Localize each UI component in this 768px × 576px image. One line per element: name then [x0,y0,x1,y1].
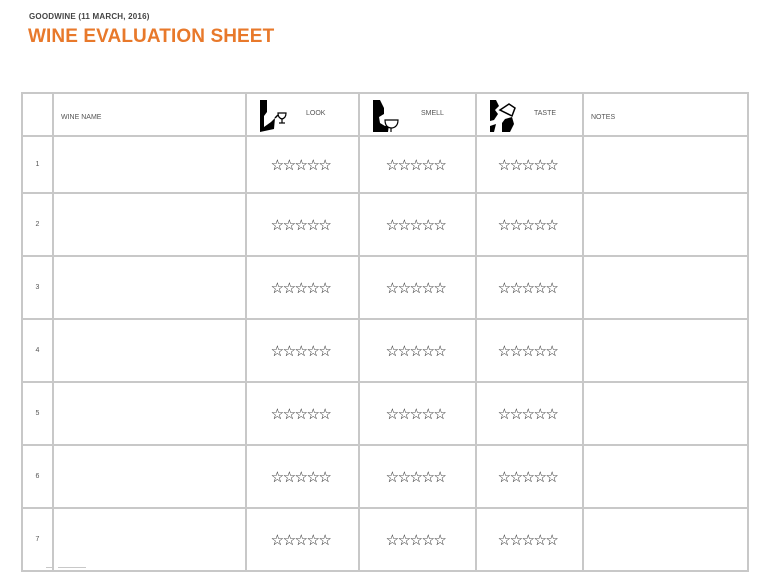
header-taste-label: TASTE [534,110,557,117]
row-number: 5 [22,382,53,445]
row-number: 7 [22,508,53,571]
wine-name-field[interactable] [53,508,246,571]
notes-field[interactable] [583,319,748,382]
smell-star-rating[interactable]: ☆☆☆☆☆ [359,193,476,256]
wine-name-field[interactable] [53,382,246,445]
taste-star-rating[interactable]: ☆☆☆☆☆ [476,193,583,256]
header-smell-label: SMELL [421,110,444,117]
notes-field[interactable] [583,382,748,445]
smell-star-rating[interactable]: ☆☆☆☆☆ [359,508,476,571]
document-subtitle: GOODWINE (11 MARCH, 2016) [29,12,150,21]
table-row [22,136,748,193]
row-number: 3 [22,256,53,319]
smell-star-rating[interactable]: ☆☆☆☆☆ [359,136,476,193]
taste-star-rating[interactable]: ☆☆☆☆☆ [476,445,583,508]
wine-glass-smell-icon [371,98,401,134]
smell-star-rating[interactable]: ☆☆☆☆☆ [359,319,476,382]
footer-divider [46,566,86,569]
look-star-rating[interactable]: ☆☆☆☆☆ [246,193,359,256]
table-row [22,382,748,445]
row-number: 2 [22,193,53,256]
wine-name-field[interactable] [53,256,246,319]
wine-bottle-pour-icon [488,98,518,134]
wine-name-field[interactable] [53,193,246,256]
notes-field[interactable] [583,508,748,571]
wine-name-field[interactable] [53,136,246,193]
header-notes [583,93,748,136]
taste-star-rating[interactable]: ☆☆☆☆☆ [476,382,583,445]
notes-field[interactable] [583,193,748,256]
table-row [22,319,748,382]
look-star-rating[interactable]: ☆☆☆☆☆ [246,508,359,571]
header-look [246,93,359,136]
document-title: WINE EVALUATION SHEET [28,26,275,47]
row-number: 4 [22,319,53,382]
header-wine-name-label: WINE NAME [61,113,102,121]
wine-name-field[interactable] [53,319,246,382]
smell-star-rating[interactable]: ☆☆☆☆☆ [359,382,476,445]
notes-field[interactable] [583,136,748,193]
look-star-rating[interactable]: ☆☆☆☆☆ [246,445,359,508]
row-number: 6 [22,445,53,508]
wine-glass-look-icon [258,98,288,134]
table-header-row [22,93,748,136]
taste-star-rating[interactable]: ☆☆☆☆☆ [476,508,583,571]
header-wine-name [53,93,246,136]
header-notes-label: NOTES [591,113,616,121]
table-row [22,508,748,571]
header-taste [476,93,583,136]
table-row [22,445,748,508]
row-number: 1 [22,136,53,193]
look-star-rating[interactable]: ☆☆☆☆☆ [246,256,359,319]
notes-field[interactable] [583,445,748,508]
look-star-rating[interactable]: ☆☆☆☆☆ [246,136,359,193]
header-look-label: LOOK [306,110,326,117]
taste-star-rating[interactable]: ☆☆☆☆☆ [476,319,583,382]
taste-star-rating[interactable]: ☆☆☆☆☆ [476,256,583,319]
table-row [22,193,748,256]
table-row [22,256,748,319]
evaluation-table [21,92,749,572]
smell-star-rating[interactable]: ☆☆☆☆☆ [359,256,476,319]
notes-field[interactable] [583,256,748,319]
wine-name-field[interactable] [53,445,246,508]
header-smell [359,93,476,136]
header-number [22,93,53,136]
look-star-rating[interactable]: ☆☆☆☆☆ [246,382,359,445]
taste-star-rating[interactable]: ☆☆☆☆☆ [476,136,583,193]
look-star-rating[interactable]: ☆☆☆☆☆ [246,319,359,382]
smell-star-rating[interactable]: ☆☆☆☆☆ [359,445,476,508]
